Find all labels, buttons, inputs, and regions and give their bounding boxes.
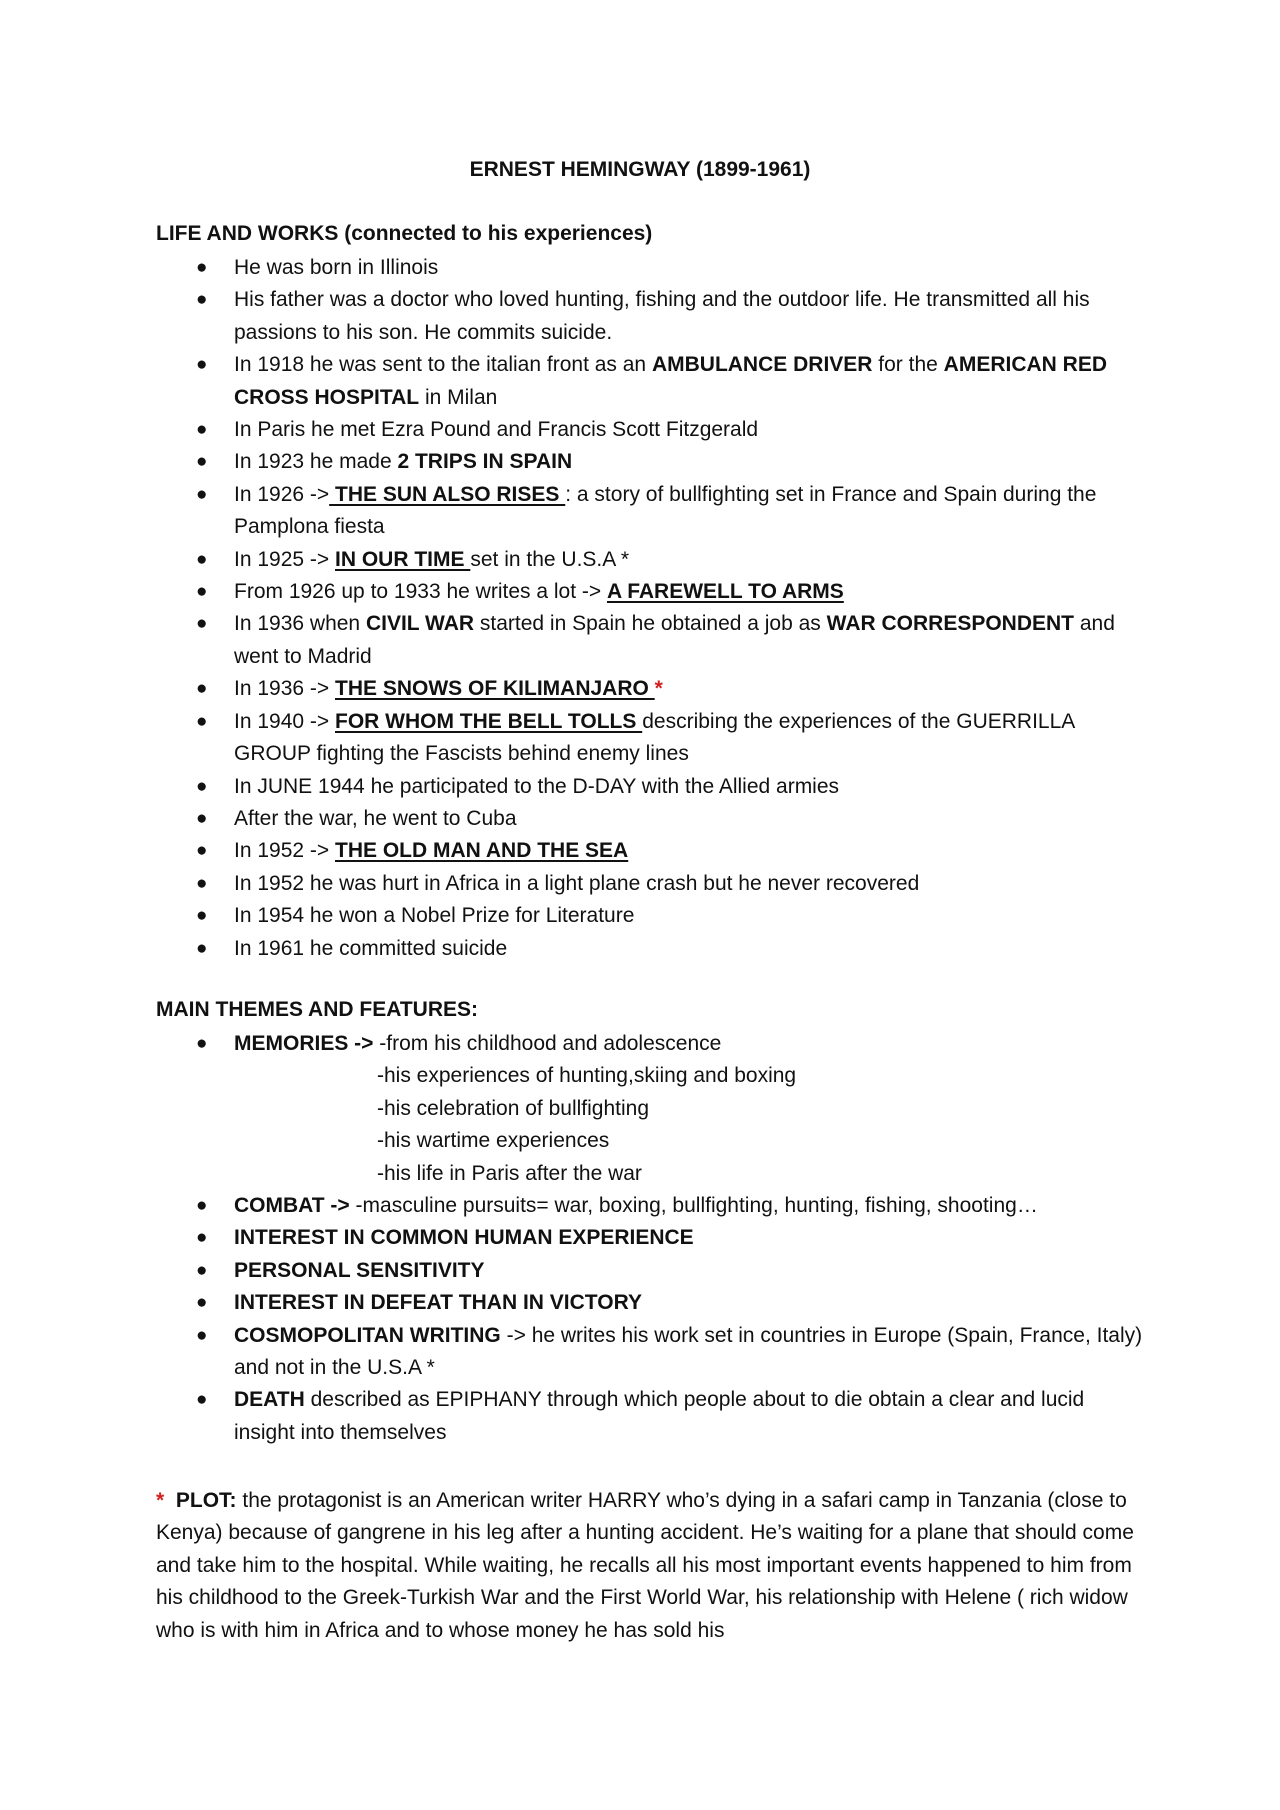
bullet-icon: ● (196, 1324, 208, 1346)
list-item: ● In Paris he met Ezra Pound and Francis Scott Fitzgerald (196, 414, 1146, 446)
bullet-icon: ● (196, 483, 208, 505)
list-item: ● In 1918 he was sent to the italian front as an AMBULANCE DRIVER for the AMERICAN RED CROSS HOSPITAL in Milan (196, 349, 1146, 414)
bullet-icon: ● (196, 775, 208, 797)
life-works-list (196, 252, 1146, 965)
themes-heading: MAIN THEMES AND FEATURES: (156, 998, 478, 1021)
bullet-icon: ● (196, 548, 208, 570)
list-item: ● In 1952 -> THE OLD MAN AND THE SEA (196, 835, 1146, 867)
asterisk-marker: * (156, 1489, 165, 1512)
list-item: ● In 1936 when CIVIL WAR started in Spain he obtained a job as WAR CORRESPONDENT and went to Madrid (196, 608, 1146, 673)
book-title: THE SNOWS OF KILIMANJARO (335, 677, 655, 701)
bullet-icon: ● (196, 613, 208, 635)
bullet-icon: ● (196, 1227, 208, 1249)
bullet-icon: ● (196, 872, 208, 894)
list-item: ● In 1940 -> FOR WHOM THE BELL TOLLS describing the experiences of the GUERRILLA GROUP fighting the Fascists behind enemy lines (196, 706, 1146, 771)
book-title: THE SUN ALSO RISES (329, 482, 566, 506)
life-works-heading: LIFE AND WORKS (connected to his experiences) (156, 222, 653, 245)
bullet-icon: ● (196, 1389, 208, 1411)
list-item: ● PERSONAL SENSITIVITY (196, 1255, 1146, 1287)
list-item: ● COSMOPOLITAN WRITING -> he writes his work set in countries in Europe (Spain, France, Italy) and not in the U.S.A * (196, 1320, 1146, 1385)
list-item: ● In 1936 -> THE SNOWS OF KILIMANJARO * (196, 673, 1146, 705)
bullet-icon: ● (196, 840, 208, 862)
bullet-icon: ● (196, 581, 208, 603)
list-item: ● COMBAT -> -masculine pursuits= war, boxing, bullfighting, hunting, fishing, shooting… (196, 1190, 1146, 1222)
bullet-icon: ● (196, 354, 208, 376)
list-item: ● In 1923 he made 2 TRIPS IN SPAIN (196, 446, 1146, 478)
document-title: ERNEST HEMINGWAY (1899-1961) (469, 158, 811, 181)
plot-text: the protagonist is an American writer HARRY who’s dying in a safari camp in Tanzania (close to Kenya) because of gangrene in his leg after a hunting accident. He’s waiting for a plane that should come and take him to the hospital. While waiting, he recalls all his most important events happened to him from his childhood to the Greek-Turkish War and the First World War, his relationship with Helene ( rich widow who is with him in Africa and to whose money he has sold his (156, 1489, 1134, 1642)
bullet-icon: ● (196, 451, 208, 473)
list-item: ● DEATH described as EPIPHANY through which people about to die obtain a clear and lucid insight into themselves (196, 1384, 1146, 1449)
book-title: THE OLD MAN AND THE SEA (335, 839, 629, 863)
list-item: ● His father was a doctor who loved hunting, fishing and the outdoor life. He transmitted all his passions to his son. He commits suicide. (196, 284, 1146, 349)
list-item: ● In 1961 he committed suicide (196, 933, 1146, 965)
bullet-icon: ● (196, 937, 208, 959)
plot-paragraph (156, 1485, 1146, 1647)
list-item: ● In 1954 he won a Nobel Prize for Literature (196, 900, 1146, 932)
list-item: ● In 1925 -> IN OUR TIME set in the U.S.A * (196, 544, 1146, 576)
list-item: ● INTEREST IN COMMON HUMAN EXPERIENCE (196, 1222, 1146, 1254)
list-item: ● He was born in Illinois (196, 252, 1146, 284)
bullet-icon: ● (196, 905, 208, 927)
bullet-icon: ● (196, 419, 208, 441)
bullet-icon: ● (196, 710, 208, 732)
bullet-icon: ● (196, 1259, 208, 1281)
list-item: ● In 1926 -> THE SUN ALSO RISES : a story of bullfighting set in France and Spain during the Pamplona fiesta (196, 479, 1146, 544)
bullet-icon: ● (196, 807, 208, 829)
book-title: FOR WHOM THE BELL TOLLS (335, 709, 643, 733)
bullet-icon: ● (196, 289, 208, 311)
asterisk-marker: * (654, 677, 663, 701)
list-item: ● MEMORIES -> -from his childhood and adolescence -his experiences of hunting,skiing and boxing -his celebration of bullfighting -his wartime experiences -his life in Paris after the war (196, 1028, 1146, 1190)
list-item: ● In JUNE 1944 he participated to the D-DAY with the Allied armies (196, 771, 1146, 803)
bullet-icon: ● (196, 1292, 208, 1314)
plot-label: PLOT: (175, 1489, 237, 1512)
bullet-icon: ● (196, 1033, 208, 1054)
list-item: ● From 1926 up to 1933 he writes a lot -> A FAREWELL TO ARMS (196, 576, 1146, 608)
book-title: A FAREWELL TO ARMS (606, 580, 844, 604)
bullet-icon: ● (196, 257, 208, 278)
bullet-icon: ● (196, 678, 208, 700)
list-item: ● INTEREST IN DEFEAT THAN IN VICTORY (196, 1287, 1146, 1319)
book-title: IN OUR TIME (335, 547, 471, 571)
bullet-icon: ● (196, 1195, 208, 1217)
list-item: ● After the war, he went to Cuba (196, 803, 1146, 835)
themes-list (196, 1028, 1146, 1449)
list-item: ● In 1952 he was hurt in Africa in a light plane crash but he never recovered (196, 868, 1146, 900)
